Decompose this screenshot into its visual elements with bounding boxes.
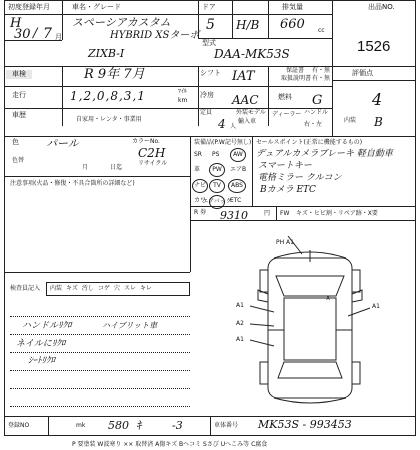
divider <box>276 206 277 220</box>
roof <box>284 295 336 360</box>
chassis-label: 車体番号 <box>214 422 239 429</box>
divider <box>232 0 233 38</box>
manual-value: 有・無 <box>312 75 331 82</box>
opt-dirt: 汚し <box>81 285 94 292</box>
model-value: DAA-MK53S <box>214 47 290 61</box>
color-value: パール <box>46 137 79 150</box>
color-code-value: C2H <box>138 146 166 160</box>
first-reg-label: 初度登録年月 <box>8 3 50 11</box>
equipment-grid <box>194 150 252 208</box>
divider <box>62 0 63 40</box>
car-name-line1: スペーシアカスタム <box>72 16 171 29</box>
car-body-outline <box>268 258 352 398</box>
wheel-fl <box>260 270 268 292</box>
dealer-label: ディーラー <box>272 111 302 118</box>
note-line <box>10 388 190 389</box>
doors-value: 5 <box>206 17 215 33</box>
fuel-label: 燃料 <box>278 93 292 101</box>
mileage-value: 1,2,0,8,3,1 <box>70 89 146 103</box>
equip-airbag2: エアバック <box>202 198 232 205</box>
fuel-value: G <box>312 93 323 108</box>
divider <box>198 66 199 126</box>
score-value: 4 <box>372 90 383 109</box>
equip-navi-circle <box>192 179 208 193</box>
mileage-footer-value: 580 <box>108 419 129 432</box>
equip-etc: ETC <box>230 197 242 204</box>
car-name-line2: HYBRID XSターボ <box>110 30 200 41</box>
mark-left-top: A1 <box>236 302 244 309</box>
doors-label: ドア <box>202 3 216 11</box>
rear-bumper <box>274 398 346 403</box>
note-line <box>10 370 190 371</box>
divider <box>332 66 333 136</box>
note-line <box>10 352 190 353</box>
divider <box>4 66 416 67</box>
opt-burn: コゲ <box>97 285 110 292</box>
minus-value: -3 <box>172 419 183 432</box>
displacement-unit: cc <box>318 27 325 34</box>
mark-leader <box>250 306 274 312</box>
divider <box>332 80 416 81</box>
lot-number: 1526 <box>357 38 391 55</box>
fw-label: FW <box>280 210 290 217</box>
body-label: H/B <box>236 18 260 32</box>
sales-point-1: デュアルカメラブレーキ 軽自動車 <box>256 149 393 159</box>
opt-cut: キレ <box>139 285 152 292</box>
chassis-value: MK53S - 993453 <box>258 418 352 431</box>
ac-label: 冷房 <box>200 91 214 99</box>
inspection-note-1: ハンドルﾘｸﾛ <box>22 321 72 331</box>
date-label: 月 <box>82 164 89 171</box>
divider <box>198 38 332 39</box>
first-reg-h: H <box>10 16 22 31</box>
mark-leader <box>250 324 274 326</box>
divider <box>4 108 332 109</box>
date-label-2: 日迄 <box>110 164 123 171</box>
divider <box>4 40 62 41</box>
inspection-note-3: ｼｰﾄﾘｸﾛ <box>28 356 56 366</box>
mark-left-mid: A2 <box>236 320 244 327</box>
divider <box>210 416 211 436</box>
note-line <box>10 316 190 317</box>
opt-wear: スレ <box>123 285 136 292</box>
divider <box>48 416 49 436</box>
capacity-label: 定員 <box>200 109 213 116</box>
mileage-unit-bottom: km <box>178 97 188 104</box>
grade-code: ZIXB-I <box>88 47 125 60</box>
mileage-footer-sign: ｷ <box>136 419 142 432</box>
divider <box>4 272 190 273</box>
usage-options: 自家用・レンタ・事業用 <box>76 116 142 123</box>
sales-point-label: セールスポイント(正常に機能するもの) <box>256 139 363 146</box>
car-name-label: 車名・グレード <box>72 3 121 11</box>
opt-hole: 穴 <box>113 285 120 292</box>
car-diagram <box>230 236 390 412</box>
sales-point-2: スマートキー <box>258 161 312 171</box>
rear-window <box>278 362 342 378</box>
check-label: キズ・ヒビ割・リペア跡・X要 <box>296 210 378 217</box>
divider <box>4 176 190 177</box>
opt-scratch: キズ <box>66 285 78 292</box>
inspection-note-2: ネイルにﾘｸﾛ <box>16 339 66 349</box>
divider <box>198 0 199 38</box>
reg-label: 登録NO <box>8 422 30 429</box>
mark-leader <box>250 340 274 346</box>
divider <box>190 220 416 221</box>
equip-navi: ナビ <box>193 182 206 189</box>
note-line <box>10 406 190 407</box>
windshield <box>276 276 344 296</box>
shift-label: シフト <box>200 69 221 77</box>
repaint-label: 色替 <box>12 157 25 164</box>
first-reg-month: 7 <box>43 26 52 42</box>
mileage-ticket-value: 9310 <box>220 209 248 222</box>
divider <box>268 66 269 126</box>
legend: P 要塗装 W波寒り ×× 取替済 A傷キズ Bヘコミ Sさび Uへこみ等 C腐食 <box>72 441 268 448</box>
color-label: 色 <box>12 138 19 146</box>
recycle-unit: 円 <box>264 210 271 217</box>
divider <box>62 66 63 126</box>
usage-label: 車歴 <box>12 111 26 119</box>
equip-pw: PW <box>212 166 222 173</box>
handle-label: ハンドル <box>304 109 329 116</box>
divider <box>190 206 416 207</box>
equip-kawa: カワ <box>194 197 207 204</box>
wheel-rr <box>352 362 360 384</box>
equip-ps: PS <box>212 151 220 158</box>
divider <box>4 14 332 15</box>
recycle-label: リサイクル <box>138 160 168 167</box>
handle-value: 右・左 <box>304 121 323 128</box>
equip-tv-circle <box>209 179 225 193</box>
sales-point-3: 電格ミラー クルコン <box>258 173 342 183</box>
interior-label: 内装 <box>344 117 357 124</box>
equip-tv: TV <box>213 182 221 189</box>
exterior-label: 外装モデル <box>236 109 266 116</box>
mark-top: PH A1 <box>276 239 294 246</box>
equipment-label: 装備品(P.W記号無し) <box>194 139 252 146</box>
inspection-label: 車検 <box>6 70 32 79</box>
interior-value: B <box>374 115 383 129</box>
mileage-ticket-label: R 券 <box>194 209 207 216</box>
inspection-notes-label: 検査員記入 <box>10 285 41 292</box>
divider <box>268 0 269 38</box>
equip-aw-circle <box>230 148 246 162</box>
capacity-unit: 人 <box>230 123 237 130</box>
manual-label: 取扱説明書 <box>281 75 312 82</box>
warranty-value: 有・無 <box>312 67 331 74</box>
equip-pw-circle <box>209 163 225 177</box>
sales-point-4: Bカメラ ETC <box>260 185 316 195</box>
divider <box>332 0 333 66</box>
hybrid-note: ハイブリット車 <box>102 321 158 330</box>
ac-value: AAC <box>232 93 259 107</box>
first-reg-year: 30 <box>14 27 31 42</box>
mileage-footer-label: mk <box>76 422 86 429</box>
divider <box>252 136 253 206</box>
first-reg-month-unit: 月 <box>55 33 62 41</box>
mark-leader <box>348 308 370 316</box>
equip-abs: ABS <box>231 182 243 189</box>
divider <box>190 136 191 272</box>
mark-right-mid: A1 <box>372 303 380 310</box>
warranty-label: 保証書 <box>286 67 305 74</box>
equip-leather: 革 <box>194 166 201 173</box>
mileage-label: 走行 <box>12 91 26 99</box>
mileage-unit-top: ﾏｲﾙ <box>178 88 188 95</box>
color-code-label: カラーNo. <box>132 138 160 145</box>
score-label: 評価点 <box>352 69 373 77</box>
inspection-options <box>46 282 190 296</box>
wheel-fr <box>352 270 360 292</box>
mark-front-left: A1 <box>236 336 244 343</box>
equip-aw: AW <box>233 151 243 158</box>
divider <box>4 86 332 87</box>
first-reg-slash: / <box>33 26 38 41</box>
equip-abs-circle <box>228 179 246 193</box>
displacement-value: 660 <box>280 17 305 32</box>
mark-roof-x: X <box>326 295 331 302</box>
lot-label: 出品NO. <box>368 3 395 11</box>
displacement-label: 排気量 <box>282 3 303 11</box>
capacity-value: 4 <box>218 117 226 131</box>
equip-sr: SR <box>194 151 202 158</box>
equip-airbag: エアB <box>230 166 247 173</box>
opt-interior: 内装 <box>50 285 63 292</box>
wheel-rl <box>260 362 268 384</box>
shift-value: IAT <box>232 69 255 84</box>
model-label: 型式 <box>202 39 216 47</box>
inspection-value: R 9年 7月 <box>84 67 145 82</box>
note-line <box>10 334 190 335</box>
note-label: 注意事項(火品・修復・不具合箇所の詳細など) <box>10 180 135 187</box>
import-label: 輸入車 <box>238 118 257 125</box>
